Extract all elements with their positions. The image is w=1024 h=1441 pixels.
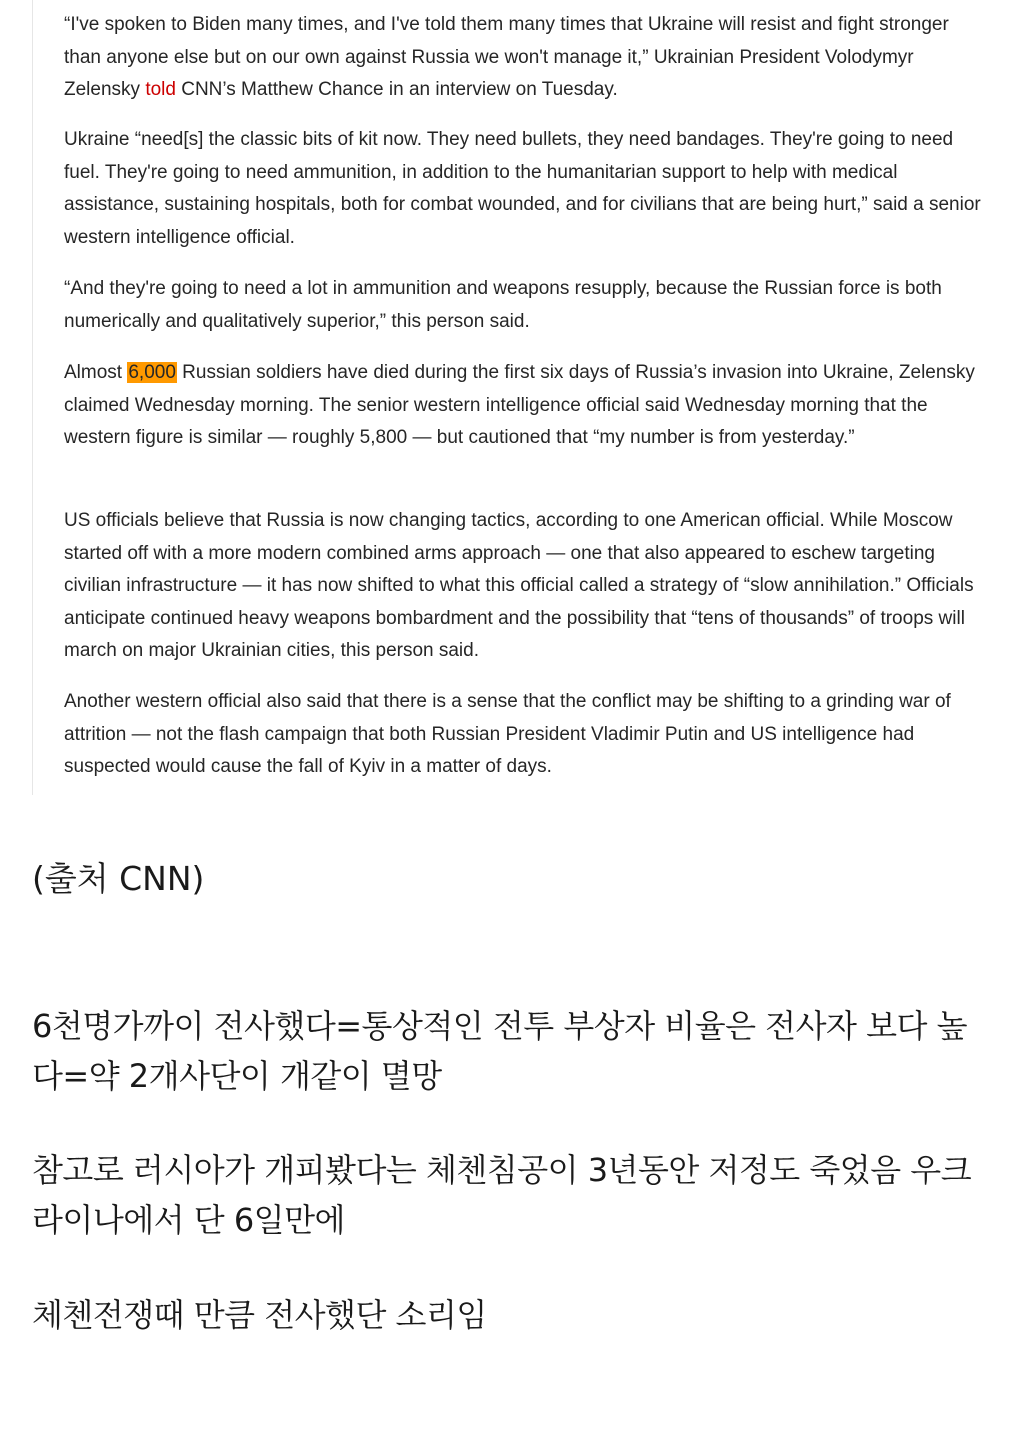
article-paragraph-3: “And they're going to need a lot in ammunition and weapons resupply, because the Russian force is both numerically and qualitatively superior,” this person said. xyxy=(64,278,942,332)
article-paragraph-5: US officials believe that Russia is now changing tactics, according to one American official. While Moscow started off with a more modern combined arms approach — one that also appeared to eschew targeting civilian infrastructure — it has now shifted to what this official called a strategy of “slow annihilation.” Officials anticipate continued heavy weapons bombardment and the possibility that “tens of thousands” of troops will march on major Ukrainian cities, this person said. xyxy=(64,510,974,661)
article-excerpt xyxy=(32,0,992,795)
article-paragraph-4 xyxy=(64,357,984,455)
commentary-paragraph-2: 참고로 러시아가 개피봤다는 체첸침공이 3년동안 저정도 죽었음 우크라이나에서 단 6일만에 xyxy=(32,1151,972,1239)
source-label: (출처 CNN) xyxy=(32,859,205,898)
commentary-paragraph-1: 6천명가까이 전사했다=통상적인 전투 부상자 비율은 전사자 보다 높다=약 2개사단이 개같이 멸망 xyxy=(32,1007,968,1095)
paragraph-text: CNN’s Matthew Chance in an interview on Tuesday. xyxy=(175,79,618,100)
article-paragraph-1 xyxy=(64,9,984,107)
article-paragraph-6: Another western official also said that there is a sense that the conflict may be shifting to a grinding war of attrition — not the flash campaign that both Russian President Vladimir Putin and US intelligence had suspected would cause the fall of Kyiv in a matter of days. xyxy=(64,691,951,777)
commentary-paragraph-3: 체첸전쟁때 만큼 전사했단 소리임 xyxy=(32,1296,487,1334)
told-link[interactable]: told xyxy=(145,79,176,100)
article-paragraph-2: Ukraine “need[s] the classic bits of kit now. They need bullets, they need bandages. They're going to need fuel. They're going to need ammunition, in addition to the humanitarian support to help with medical assistance, sustaining hospitals, both for combat wounded, and for civilians that are being hurt,” said a senior western intelligence official. xyxy=(64,129,981,248)
paragraph-text: “I've spoken to Biden many times, and I've told them many times that Ukraine will resist and fight stronger than anyone else but on our own against Russia we won't manage it,” Ukrainian President Volodymyr Zelensky xyxy=(64,14,949,100)
paragraph-text: Russian soldiers have died during the first six days of Russia’s invasion into Ukraine, Zelensky claimed Wednesday morning. The senior western intelligence official said Wednesday morning that the western figure is similar — roughly 5,800 — but cautioned that “my number is from yesterday.” xyxy=(64,362,975,448)
paragraph-text: Almost xyxy=(64,362,128,383)
highlighted-figure: 6,000 xyxy=(128,362,176,383)
